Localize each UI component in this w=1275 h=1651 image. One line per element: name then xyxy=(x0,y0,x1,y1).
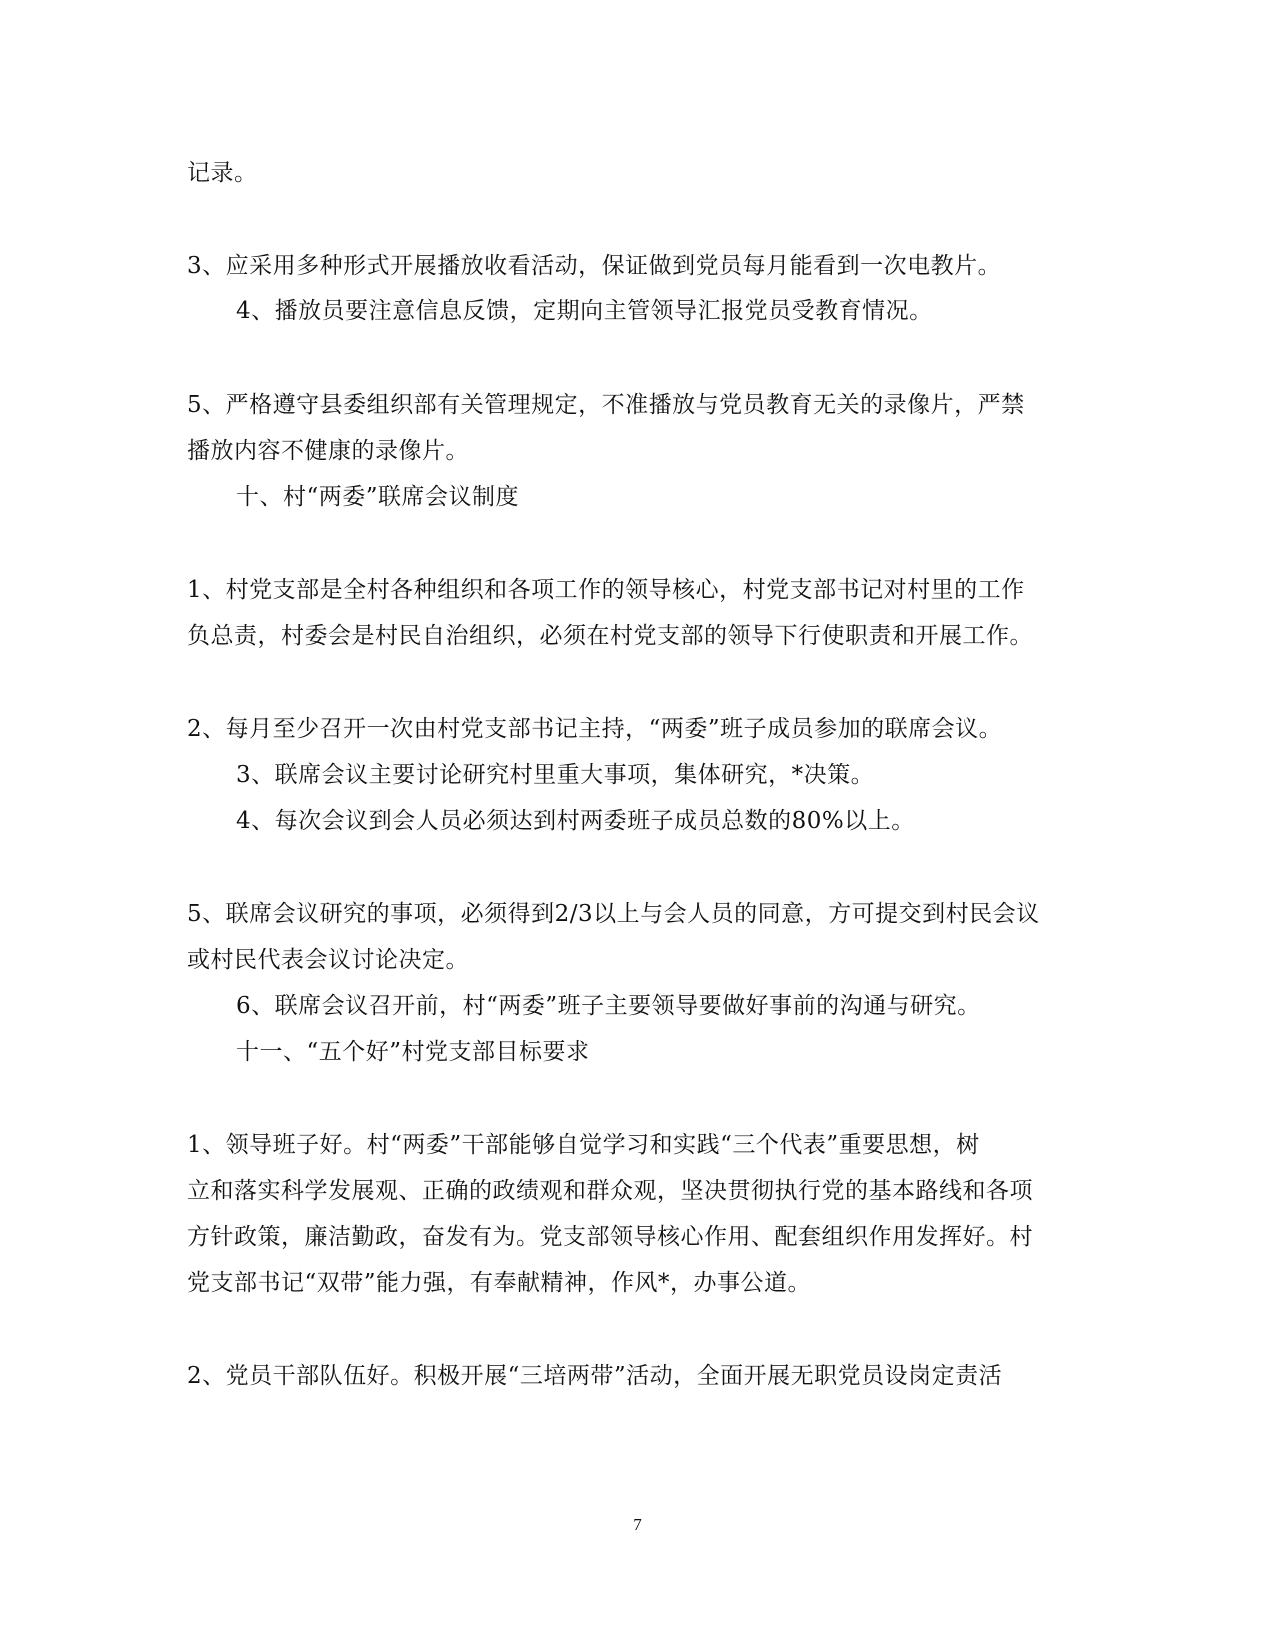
text-line: 或村民代表会议讨论决定。 xyxy=(187,947,469,973)
text-line: 党支部书记“双带”能力强，有奉献精神，作风*，办事公道。 xyxy=(187,1270,812,1296)
text-line: 3、应采用多种形式开展播放收看活动，保证做到党员每月能看到一次电教片。 xyxy=(187,253,1002,279)
text-line: 6、联席会议召开前，村“两委”班子主要领导要做好事前的沟通与研究。 xyxy=(236,993,981,1019)
section-heading: 十、村“两委”联席会议制度 xyxy=(236,484,520,510)
text-line: 1、领导班子好。村“两委”干部能够自觉学习和实践“三个代表”重要思想，树 xyxy=(187,1132,980,1158)
text-line: 4、播放员要注意信息反馈，定期向主管领导汇报党员受教育情况。 xyxy=(236,298,933,324)
text-line: 1、村党支部是全村各种组织和各项工作的领导核心，村党支部书记对村里的工作 xyxy=(187,577,1025,603)
text-line: 立和落实科学发展观、正确的政绩观和群众观，坚决贯彻执行党的基本路线和各项 xyxy=(187,1178,1033,1204)
text-line: 4、每次会议到会人员必须达到村两委班子成员总数的80%以上。 xyxy=(236,808,915,834)
section-heading: 十一、“五个好”村党支部目标要求 xyxy=(236,1039,590,1065)
page-number: 7 xyxy=(633,1515,642,1534)
text-line: 播放内容不健康的录像片。 xyxy=(187,438,469,464)
text-line: 2、党员干部队伍好。积极开展“三培两带”活动，全面开展无职党员设岗定责活 xyxy=(187,1363,1003,1389)
text-line: 3、联席会议主要讨论研究村里重大事项，集体研究，*决策。 xyxy=(236,762,875,788)
text-line: 负总责，村委会是村民自治组织，必须在村党支部的领导下行使职责和开展工作。 xyxy=(187,623,1033,649)
text-line: 5、联席会议研究的事项，必须得到2/3以上与会人员的同意，方可提交到村民会议 xyxy=(187,901,1040,927)
text-line: 记录。 xyxy=(187,160,258,186)
text-line: 5、严格遵守县委组织部有关管理规定，不准播放与党员教育无关的录像片，严禁 xyxy=(187,392,1025,418)
text-line: 2、每月至少召开一次由村党支部书记主持，“两委”班子成员参加的联席会议。 xyxy=(187,716,1003,742)
text-line: 方针政策，廉洁勤政，奋发有为。党支部领导核心作用、配套组织作用发挥好。村 xyxy=(187,1224,1033,1250)
